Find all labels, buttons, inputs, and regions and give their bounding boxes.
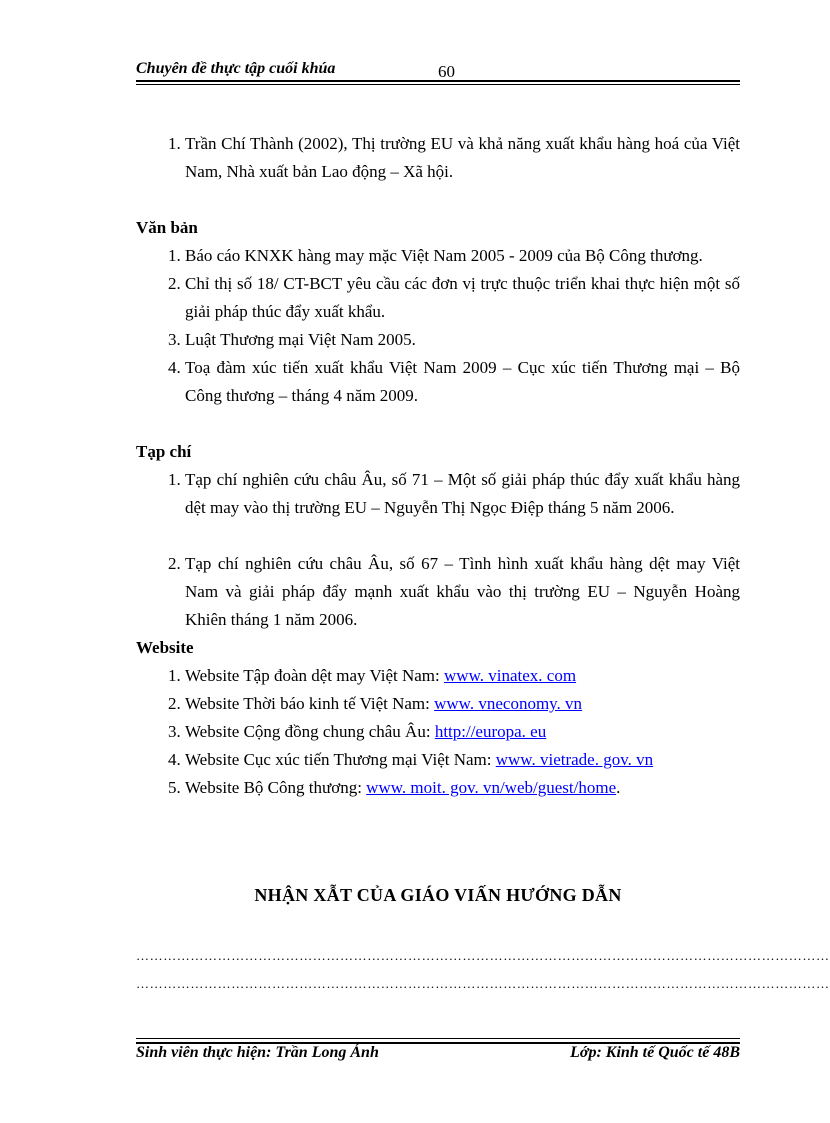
list-item: 2. Tạp chí nghiên cứu châu Âu, số 67 – Tình hình xuất khẩu hàng dệt may Việt Nam và giải pháp đẩy mạnh xuất khẩu vào thị trường EU – Nguyễn Hoàng Khiên tháng 1 năm 2006. (185, 550, 740, 634)
page-number: 60 (438, 62, 455, 81)
website-item (185, 718, 740, 746)
website-link[interactable]: www. vneconomy. vn (434, 694, 583, 713)
van-ban-list (136, 242, 740, 410)
section-heading-tap-chi: Tạp chí (136, 442, 192, 461)
website-list (136, 662, 740, 802)
header-title: Chuyên đề thực tập cuối khúa (136, 60, 336, 77)
review-dotted-line-1: ……………………………………………………………………………………………………………………………………… (136, 948, 830, 963)
page-header (136, 58, 740, 80)
website-link[interactable]: www. vinatex. com (444, 666, 577, 685)
list-item: 1. Trần Chí Thành (2002), Thị trường EU và khả năng xuất khẩu hàng hoá của Việt Nam, Nhà xuất bản Lao động – Xã hội. (185, 130, 740, 186)
section-heading-van-ban: Văn bản (136, 218, 198, 237)
website-item (185, 662, 740, 690)
list-item: 3. Luật Thương mại Việt Nam 2005. (185, 326, 740, 354)
website-label: Website Cộng đồng chung châu Âu: (185, 722, 435, 741)
website-item (185, 746, 740, 774)
footer-rule-thin (136, 1038, 740, 1039)
website-item (185, 690, 740, 718)
section-heading-website: Website (136, 638, 194, 657)
footer-class: Lớp: Kinh tế Quốc tế 48B (570, 1044, 740, 1061)
footer-student: Sinh viên thực hiện: Trần Long Ánh (136, 1044, 379, 1061)
list-item: 2. Chỉ thị số 18/ CT-BCT yêu cầu các đơn vị trực thuộc triển khai thực hiện một số giải pháp thúc đẩy xuất khẩu. (185, 270, 740, 326)
website-item: 5. Website Bộ Công thương: www. moit. gov. vn/web/guest/home. (185, 774, 740, 802)
review-title: NHẬN XẪT CỦA GIÁO VIẤN HƯỚNG DẪN (254, 885, 622, 905)
references-content (136, 130, 740, 802)
list-item: 4. Toạ đàm xúc tiến xuất khẩu Việt Nam 2009 – Cục xúc tiến Thương mại – Bộ Công thương – tháng 4 năm 2009. (185, 354, 740, 410)
website-link[interactable]: www. vietrade. gov. vn (495, 750, 654, 769)
header-rule-thick (136, 80, 740, 82)
list-item: 1. Báo cáo KNXK hàng may mặc Việt Nam 2005 - 2009 của Bộ Công thương. (185, 242, 740, 270)
header-rule-thin (136, 84, 740, 85)
website-label: Website Bộ Công thương: (185, 778, 367, 797)
page-footer (136, 1038, 740, 1068)
review-dotted-line-2: ……………………………………………………………………………………………………………………………………… (136, 976, 830, 991)
website-label: Website Tập đoàn dệt may Việt Nam: (185, 666, 445, 685)
website-label: Website Thời báo kinh tế Việt Nam: (185, 694, 435, 713)
website-link[interactable]: http://europa. eu (434, 722, 547, 741)
tap-chi-list (136, 466, 740, 634)
intro-list (136, 130, 740, 186)
list-item: 1. Tạp chí nghiên cứu châu Âu, số 71 – Một số giải pháp thúc đẩy xuất khẩu hàng dệt may vào thị trường EU – Nguyễn Thị Ngọc Điệp tháng 5 năm 2006. (185, 466, 740, 522)
website-link[interactable]: www. moit. gov. vn/web/guest/home (366, 778, 617, 797)
website-label: Website Cục xúc tiến Thương mại Việt Nam: (185, 750, 496, 769)
